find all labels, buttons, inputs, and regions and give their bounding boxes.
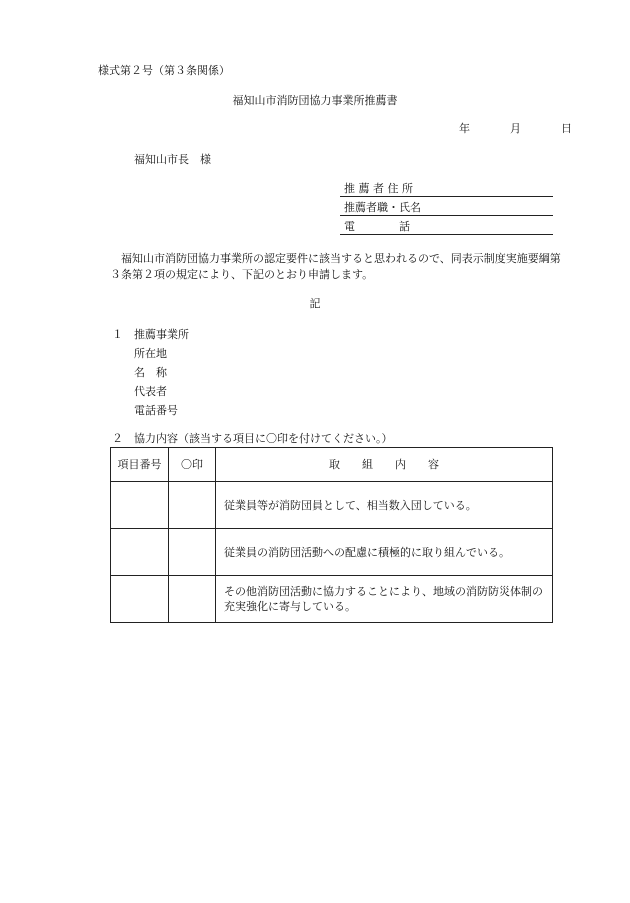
content-cell: 従業員等が消防団員として、相当数入団している。 <box>216 482 553 529</box>
mark-cell[interactable] <box>169 482 216 529</box>
addressee: 福知山市長 様 <box>134 153 211 166</box>
mark-cell[interactable] <box>169 576 216 623</box>
recommender-name-label: 推薦者職・氏名 <box>344 200 421 214</box>
office-representative-label: 代表者 <box>134 385 167 398</box>
date-month-label: 月 <box>510 122 521 135</box>
cooperation-table <box>110 447 553 623</box>
date-year-label: 年 <box>459 122 470 135</box>
form-number: 様式第２号（第３条関係） <box>98 64 230 77</box>
column-header-item-number: 項目番号 <box>111 448 169 482</box>
table-header-row <box>111 448 553 482</box>
date-day-label: 日 <box>561 122 572 135</box>
office-name-label: 名 称 <box>134 366 167 379</box>
content-cell: 従業員の消防団活動への配慮に積極的に取り組んでいる。 <box>216 529 553 576</box>
item-number-cell[interactable] <box>111 529 169 576</box>
date-line <box>459 122 572 135</box>
recommender-phone-field[interactable] <box>340 218 553 235</box>
office-phone-label: 電話番号 <box>134 404 178 417</box>
table-row <box>111 529 553 576</box>
section1-heading: １ 推薦事業所 <box>112 328 189 341</box>
item-number-cell[interactable] <box>111 576 169 623</box>
ki-heading: 記 <box>309 297 321 310</box>
table-row <box>111 576 553 623</box>
recommender-address-label: 推 薦 者 住 所 <box>344 181 413 195</box>
recommender-phone-label: 電 話 <box>344 219 410 233</box>
document-title: 福知山市消防団協力事業所推薦書 <box>232 94 398 107</box>
table-row <box>111 482 553 529</box>
mark-cell[interactable] <box>169 529 216 576</box>
office-location-label: 所在地 <box>134 347 167 360</box>
recommender-name-field[interactable] <box>340 199 553 216</box>
column-header-mark: 〇印 <box>169 448 216 482</box>
body-text: 福知山市消防団協力事業所の認定要件に該当すると思われるので、同表示制度実施要綱第３条第２項の規定により、下記のとおり申請します。 <box>110 252 561 281</box>
item-number-cell[interactable] <box>111 482 169 529</box>
content-cell: その他消防団活動に協力することにより、地域の消防防災体制の充実強化に寄与している。 <box>216 576 553 623</box>
section2-heading: ２ 協力内容（該当する項目に〇印を付けてください。） <box>112 432 393 445</box>
column-header-content: 取 組 内 容 <box>216 448 553 482</box>
recommender-address-field[interactable] <box>340 180 553 197</box>
